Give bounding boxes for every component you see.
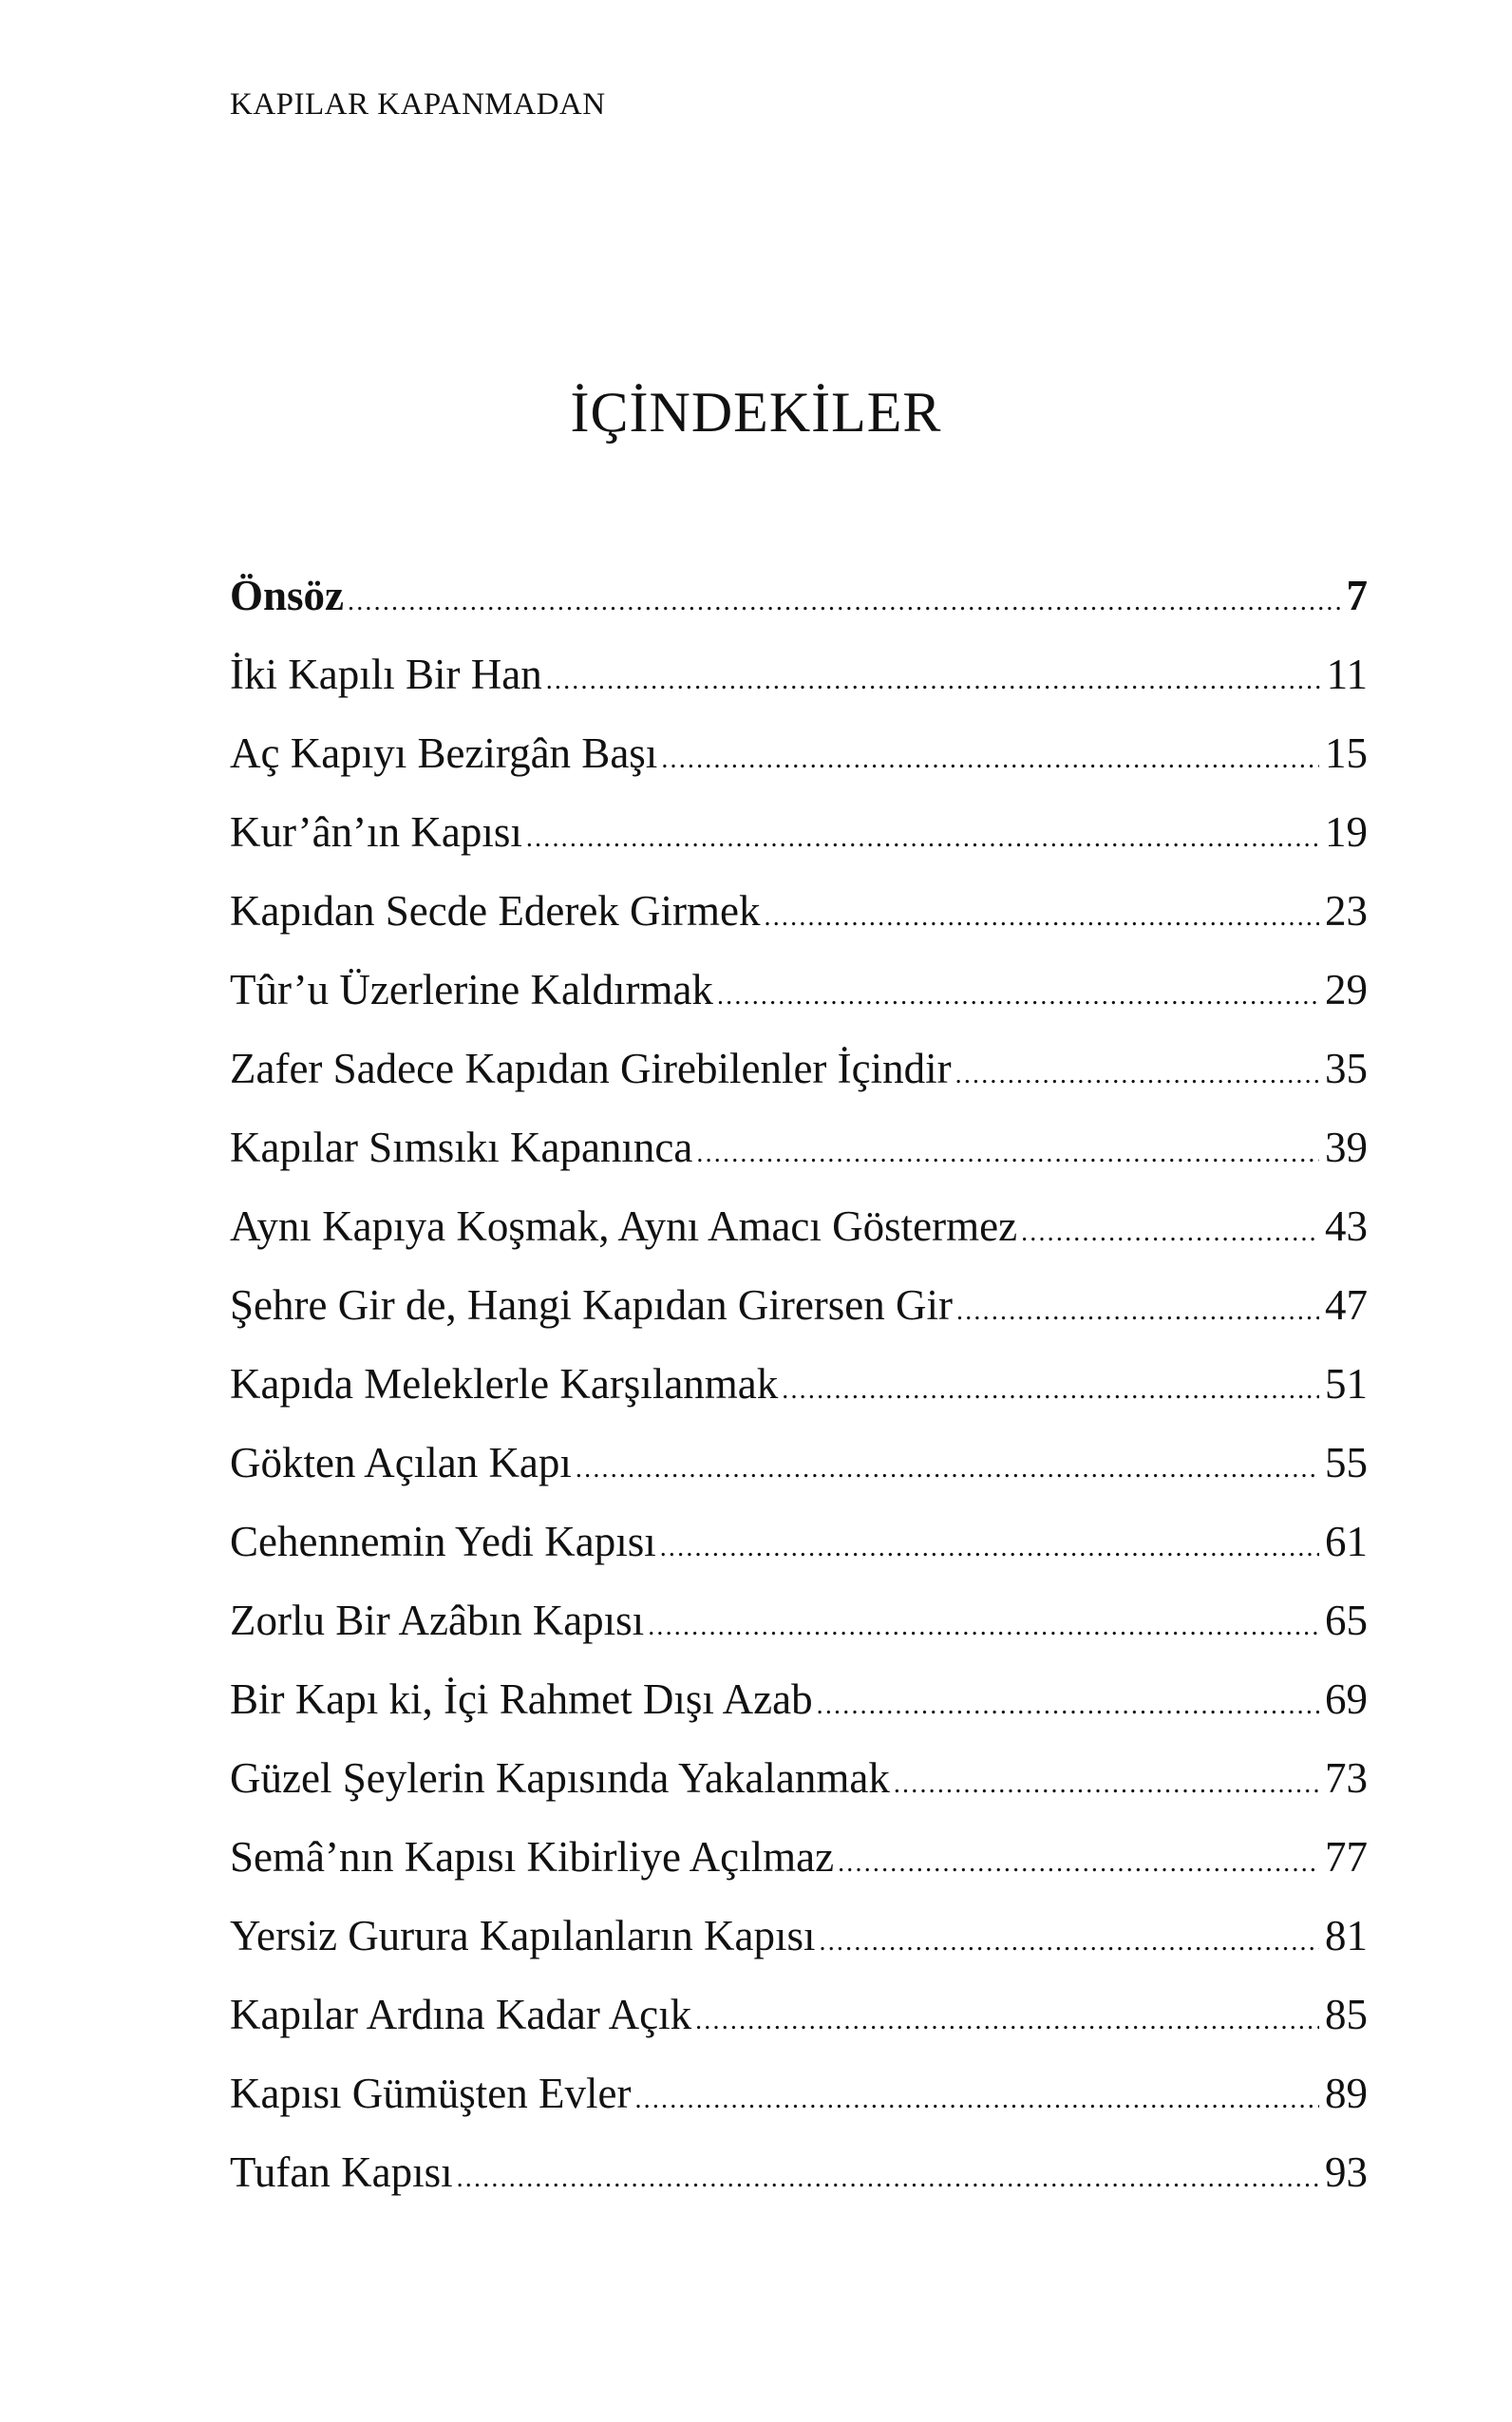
toc-entry-page: 23 [1325,887,1368,935]
toc-title: İÇİNDEKİLER [570,381,942,444]
toc-entry-label: Bir Kapı ki, İçi Rahmet Dışı Azab [230,1675,813,1723]
toc-entry[interactable] [230,1666,1368,1745]
toc-entry[interactable] [230,2060,1368,2139]
toc-entry-page: 19 [1325,808,1368,856]
toc-entry-label: Tufan Kapısı [230,2148,453,2196]
toc-entry-label: Kur’ân’ın Kapısı [230,808,522,856]
toc-entry-label: Güzel Şeylerin Kapısında Yakalanmak [230,1754,890,1802]
toc-entry-label: Zorlu Bir Azâbın Kapısı [230,1597,645,1644]
dot-leader [526,805,1319,872]
dot-leader [817,1673,1319,1739]
toc-entry-label: Gökten Açılan Kapı [230,1439,572,1486]
dot-leader [1021,1200,1319,1266]
toc-entry-label: Zafer Sadece Kapıdan Girebilenler İçindir [230,1045,952,1092]
toc-entry-label: Tûr’u Üzerlerine Kaldırmak [230,966,713,1013]
toc-entry[interactable] [230,1587,1368,1666]
dot-leader [894,1751,1319,1818]
toc-entry[interactable] [230,1508,1368,1587]
dot-leader [648,1594,1319,1660]
toc-entry-page: 35 [1325,1045,1368,1092]
toc-entry-label: Kapılar Sımsıkı Kapanınca [230,1124,693,1171]
toc-entry[interactable] [230,878,1368,956]
toc-entry[interactable] [230,1981,1368,2060]
toc-entry-page: 85 [1325,1991,1368,2038]
toc-entry-label: Kapıda Meleklerle Karşılanmak [230,1360,779,1408]
toc-entry-label: Aynı Kapıya Koşmak, Aynı Amacı Göstermez [230,1202,1018,1250]
dot-leader [696,1121,1319,1187]
toc-entry[interactable] [230,1272,1368,1351]
toc-entry-label: Kapılar Ardına Kadar Açık [230,1991,692,2038]
toc-entry[interactable] [230,641,1368,720]
toc-entry[interactable] [230,1824,1368,1902]
toc-entry-page: 73 [1325,1754,1368,1802]
toc-entry-label: Yersiz Gurura Kapılanların Kapısı [230,1912,816,1959]
toc-entry[interactable] [230,799,1368,878]
toc-entry-page: 69 [1325,1675,1368,1723]
toc-entry-label: Kapıdan Secde Ederek Girmek [230,887,761,935]
toc-entry[interactable] [230,956,1368,1035]
toc-entry-label: Önsöz [230,572,345,619]
toc-entry-label: Şehre Gir de, Hangi Kapıdan Girersen Gir [230,1281,954,1329]
dot-leader [457,2146,1319,2212]
dot-leader [838,1830,1319,1897]
toc-entry[interactable] [230,1035,1368,1114]
toc-entry[interactable] [230,1351,1368,1429]
toc-entry-label: Cehennemin Yedi Kapısı [230,1518,656,1565]
toc-entry[interactable] [230,1745,1368,1824]
dot-leader [661,727,1319,793]
toc-entry-page: 39 [1325,1124,1368,1171]
toc-entry[interactable] [230,1429,1368,1508]
dot-leader [820,1909,1319,1976]
dot-leader [634,2067,1319,2133]
toc-entry[interactable] [230,1193,1368,1272]
toc-entry-page: 43 [1325,1202,1368,1250]
toc-entry-label: Kapısı Gümüşten Evler [230,2070,632,2117]
toc-entry-page: 55 [1325,1439,1368,1486]
table-of-contents [230,562,1368,2218]
dot-leader [956,1278,1319,1345]
toc-entry[interactable] [230,1114,1368,1193]
toc-entry-page: 7 [1346,572,1368,619]
toc-entry-page: 11 [1326,651,1368,698]
toc-entry-page: 61 [1325,1518,1368,1565]
toc-entry-page: 29 [1325,966,1368,1013]
dot-leader [348,569,1340,635]
toc-entry-label: Aç Kapıyı Bezirgân Başı [230,729,658,777]
dot-leader [576,1436,1319,1503]
dot-leader [660,1515,1319,1581]
toc-entry[interactable] [230,720,1368,799]
toc-entry-label: Semâ’nın Kapısı Kibirliye Açılmaz [230,1833,835,1881]
toc-entry-label: İki Kapılı Bir Han [230,651,542,698]
dot-leader [546,648,1321,714]
toc-entry-page: 89 [1325,2070,1368,2117]
toc-entry[interactable] [230,2139,1368,2218]
toc-entry-page: 93 [1325,2148,1368,2196]
toc-entry-page: 81 [1325,1912,1368,1959]
toc-entry[interactable] [230,562,1368,641]
dot-leader [765,884,1319,951]
toc-entry-page: 51 [1325,1360,1368,1408]
toc-entry[interactable] [230,1902,1368,1981]
dot-leader [717,963,1319,1030]
toc-entry-page: 77 [1325,1833,1368,1881]
dot-leader [695,1988,1319,2054]
toc-entry-page: 15 [1325,729,1368,777]
dot-leader [955,1042,1319,1108]
running-header: KAPILAR KAPANMADAN [230,87,606,122]
toc-entry-page: 65 [1325,1597,1368,1644]
toc-entry-page: 47 [1325,1281,1368,1329]
dot-leader [782,1357,1319,1424]
